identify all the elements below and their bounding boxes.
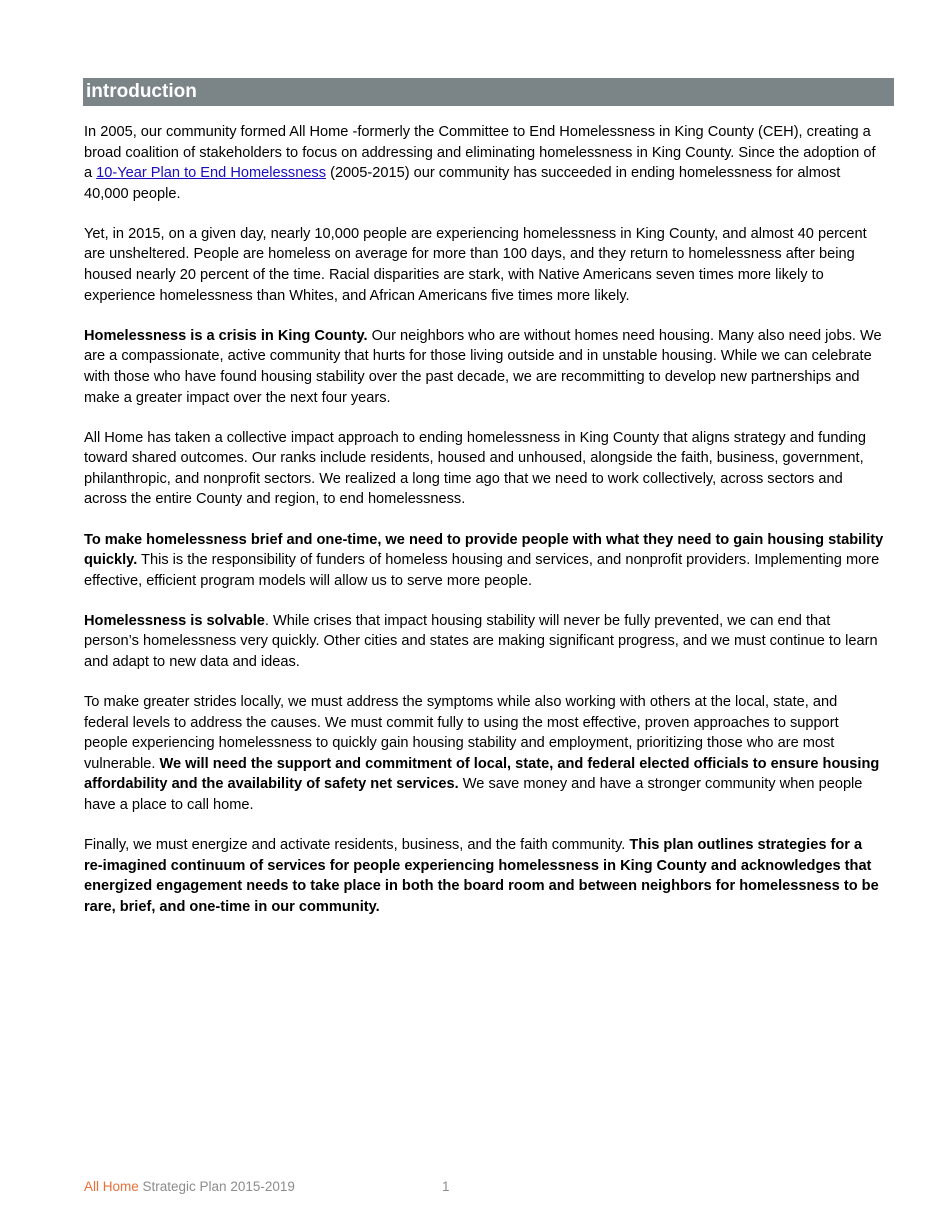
paragraph-statistics: Yet, in 2015, on a given day, nearly 10,000 people are experiencing homelessness in King County, and almost 40 percent are unsheltered. People are homeless on average for more than 100 days, and they return to homelessness after being housed nearly 20 percent of the time. Racial disparities are stark, with Native Americans seven times more likely to experience homelessness than Whites, and African Americans five times more likely. [84,225,867,304]
paragraph-solvable [84,611,884,673]
bold-statement: This plan outlines strategies for a re-imagined continuum of services for people experiencing homelessness in King County and acknowledges that energized engagement needs to take place in both the board room and between neighbors for homelessness to be rare, brief, and one-time in our community. [84,837,879,915]
paragraph-text: Finally, we must energize and activate residents, business, and the faith community. [84,837,630,854]
page-footer [84,1178,584,1196]
paragraph-collective-impact: All Home has taken a collective impact approach to ending homelessness in King County that aligns strategy and funding toward shared outcomes. Our ranks include residents, housed and unhoused, alongside the faith, business, government, philanthropic, and nonprofit sectors. We realized a long time ago that we need to work collectively, across sectors and across the entire County and region, to end homelessness. [84,429,867,508]
paragraph-brief-one-time [84,530,884,592]
paragraph-crisis [84,326,884,408]
bold-statement: Homelessness is a crisis in King County. [84,327,368,344]
paragraph-text: To make greater strides locally, we must address the symptoms while also working with others at the local, state, and federal levels to address the causes. We must commit fully to using the most effective, proven approaches to support people experiencing homelessness to quickly gain housing stability and employment, prioritizing those who are most vulnerable. [84,694,839,772]
paragraph-finally [84,835,884,917]
paragraph-history [84,122,884,204]
paragraph-text: . While crises that impact housing stability will never be fully prevented, we can end that person’s homelessness very quickly. Other cities and states are making significant progress, and we must continue to learn and adapt to new data and ideas. [84,612,878,670]
document-body [84,122,884,937]
paragraph-text: Our neighbors who are without homes need housing. Many also need jobs. We are a compassionate, active community that hurts for those living outside and in unstable housing. While we can celebrate with those who have found housing stability over the past decade, we are recommitting to develop new partnerships and make a greater impact over the next four years. [84,327,882,406]
footer-title: Strategic Plan 2015-2019 [138,1179,295,1194]
bold-statement: We will need the support and commitment of local, state, and federal elected officials to ensure housing affordability and the availability of safety net services. [84,755,880,793]
paragraph-greater-strides [84,692,884,816]
ten-year-plan-link[interactable]: 10-Year Plan to End Homelessness [96,165,327,182]
bold-statement: To make homelessness brief and one-time, we need to provide people with what they need to gain housing stability quickly. [84,531,884,569]
section-header-bar [83,78,894,106]
paragraph-text: In 2005, our community formed All Home -formerly the Committee to End Homelessness in King County (CEH), creating a broad coalition of stakeholders to focus on addressing and eliminating homelessness in King County. Since the adoption of a [84,124,876,182]
page-number: 1 [442,1179,450,1194]
paragraph-text: We save money and have a stronger community when people have a place to call home. [84,776,863,814]
paragraph-text: This is the responsibility of funders of homeless housing and services, and nonprofit providers. Implementing more effective, efficient program models will allow us to serve more people. [84,552,880,589]
bold-statement: Homelessness is solvable [84,612,265,629]
section-title: introduction [86,81,197,102]
footer-brand: All Home [84,1179,139,1194]
paragraph-text: (2005-2015) our community has succeeded in ending homelessness for almost 40,000 people. [84,165,841,202]
